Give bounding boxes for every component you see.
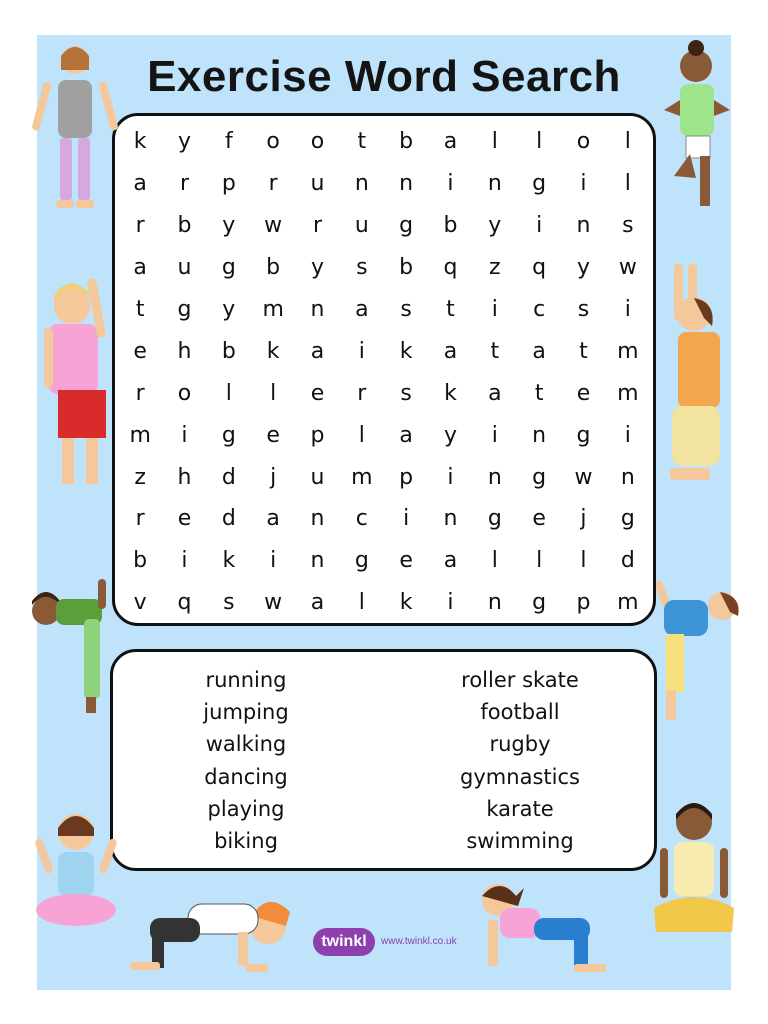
grid-letter: n	[310, 548, 325, 574]
grid-letter: a	[133, 255, 147, 281]
grid-letter: e	[310, 380, 325, 406]
grid-letter: p	[399, 464, 414, 490]
child-backbend-illustration	[656, 576, 740, 726]
grid-letter: y	[310, 255, 324, 281]
grid-letter: w	[264, 213, 283, 239]
grid-letter: a	[310, 590, 325, 616]
grid-letter: n	[443, 506, 458, 532]
grid-letter: i	[491, 297, 498, 322]
grid-letter: a	[443, 548, 458, 574]
grid-letter: s	[400, 380, 412, 406]
grid-letter: q	[177, 590, 192, 616]
grid-letter: t	[446, 297, 455, 322]
word-list-item: karate	[486, 796, 554, 821]
grid-letter: n	[487, 171, 502, 197]
grid-letter: p	[576, 590, 591, 616]
word-list-item: walking	[205, 732, 287, 757]
word-list-item: roller skate	[461, 668, 579, 692]
child-kneeling-illustration	[652, 800, 736, 938]
grid-letter: k	[222, 548, 236, 574]
grid-letter: k	[399, 590, 413, 616]
grid-letter: a	[443, 338, 458, 364]
grid-letter: e	[399, 548, 413, 574]
grid-letter: y	[177, 129, 191, 155]
grid-letter: g	[354, 548, 369, 574]
grid-letter: f	[224, 129, 233, 155]
grid-letter: n	[399, 171, 414, 197]
grid-letter: r	[135, 506, 145, 532]
grid-letter: s	[356, 255, 368, 281]
grid-letter: p	[221, 171, 236, 197]
child-mountain-pose-illustration	[664, 262, 728, 492]
grid-letter: i	[447, 464, 454, 490]
grid-letter: i	[270, 548, 277, 574]
word-list-item: playing	[207, 796, 285, 821]
grid-letter: n	[310, 506, 325, 532]
grid-letter: t	[579, 338, 588, 364]
grid-letter: u	[177, 255, 192, 281]
grid-letter: a	[266, 506, 280, 532]
word-list-item: swimming	[466, 828, 574, 853]
grid-letter: b	[443, 213, 458, 239]
grid-letter: w	[574, 464, 593, 490]
grid-letter: w	[618, 255, 637, 281]
grid-letter: k	[399, 338, 413, 364]
grid-letter: t	[490, 338, 500, 364]
grid-letter: m	[617, 380, 639, 406]
grid-letter: s	[577, 297, 590, 322]
grid-letter: d	[620, 548, 635, 574]
grid-letter: y	[488, 213, 502, 239]
grid-letter: g	[487, 506, 502, 532]
grid-letter: a	[532, 338, 546, 364]
grid-letter: u	[310, 464, 325, 490]
grid-letter: i	[491, 422, 498, 448]
grid-letter: b	[399, 255, 414, 281]
grid-letter: i	[181, 422, 188, 448]
grid-letter: i	[447, 590, 454, 616]
grid-letter: i	[181, 548, 188, 574]
grid-letter: g	[221, 422, 236, 448]
grid-letter: n	[354, 171, 369, 197]
grid-letter: g	[576, 422, 591, 448]
grid-letter: c	[355, 506, 368, 532]
child-tree-pose-illustration	[660, 36, 736, 216]
grid-letter: o	[310, 129, 325, 155]
grid-letter: i	[624, 422, 631, 448]
grid-letter: r	[357, 380, 367, 406]
grid-letter: q	[443, 255, 458, 281]
grid-letter: y	[576, 255, 590, 281]
child-bending-illustration	[28, 575, 118, 715]
grid-letter: a	[355, 297, 369, 322]
grid-letter: q	[532, 255, 547, 281]
grid-letter: n	[310, 297, 325, 322]
grid-letter: a	[488, 380, 502, 406]
child-standing-illustration	[30, 40, 120, 212]
grid-letter: a	[133, 171, 147, 197]
word-list-item: dancing	[204, 764, 288, 789]
page-title: Exercise Word Search	[147, 52, 621, 101]
word-list-item: football	[480, 700, 560, 725]
word-list-right	[410, 664, 630, 857]
grid-letter: h	[177, 464, 192, 490]
grid-letter: d	[221, 506, 236, 532]
child-cat-pose-illustration-2	[470, 878, 610, 976]
child-stretching-illustration	[40, 268, 120, 492]
word-list-item: running	[205, 668, 287, 692]
grid-letter: l	[491, 548, 498, 574]
child-sitting-illustration	[32, 808, 122, 936]
grid-letter: b	[133, 548, 148, 574]
grid-letter: k	[133, 129, 147, 155]
grid-letter: i	[536, 213, 543, 239]
grid-letter: k	[266, 338, 280, 364]
grid-letter: o	[177, 380, 192, 406]
grid-letter: c	[533, 297, 546, 322]
word-list-item: gymnastics	[460, 764, 580, 789]
grid-letter: g	[177, 297, 192, 322]
grid-letter: e	[576, 380, 591, 406]
grid-letter: j	[580, 506, 587, 532]
word-list-item: rugby	[489, 732, 551, 757]
grid-letter: n	[532, 422, 547, 448]
grid-letter: g	[620, 506, 635, 532]
grid-letter: i	[403, 506, 410, 532]
grid-letter: r	[312, 213, 323, 239]
grid-letter: y	[443, 422, 457, 448]
word-grid	[118, 121, 650, 624]
grid-letter: o	[576, 129, 591, 155]
grid-letter: g	[532, 590, 547, 616]
grid-letter: i	[580, 171, 587, 197]
website-url: www.twinkl.co.uk	[381, 936, 457, 947]
grid-letter: z	[134, 464, 146, 490]
grid-letter: e	[266, 422, 280, 448]
grid-letter: l	[624, 171, 631, 197]
grid-letter: e	[177, 506, 192, 532]
grid-letter: n	[576, 213, 591, 239]
grid-letter: i	[624, 297, 631, 322]
grid-letter: d	[221, 464, 236, 490]
grid-letter: t	[135, 297, 145, 322]
grid-letter: l	[536, 129, 543, 155]
grid-letter: v	[133, 590, 147, 616]
grid-letter: m	[617, 338, 639, 364]
word-list-item: biking	[214, 828, 278, 853]
grid-letter: p	[310, 422, 325, 448]
grid-letter: a	[443, 129, 458, 155]
grid-letter: s	[400, 297, 412, 322]
grid-letter: b	[399, 129, 414, 155]
grid-letter: n	[620, 464, 635, 490]
grid-letter: g	[532, 464, 547, 490]
child-cat-pose-illustration	[126, 882, 298, 974]
grid-letter: o	[266, 129, 280, 155]
grid-letter: e	[532, 506, 546, 532]
grid-letter: l	[491, 129, 498, 155]
grid-letter: i	[447, 171, 454, 197]
twinkl-logo: twinkl	[313, 928, 375, 956]
grid-letter: l	[536, 548, 543, 574]
grid-letter: n	[487, 464, 502, 490]
grid-letter: z	[489, 255, 501, 281]
grid-letter: g	[399, 213, 414, 239]
grid-letter: i	[358, 338, 365, 364]
grid-letter: b	[221, 338, 236, 364]
grid-letter: y	[222, 297, 236, 322]
word-list-left	[136, 664, 356, 857]
grid-letter: m	[129, 422, 151, 448]
grid-letter: b	[266, 255, 281, 281]
grid-letter: u	[310, 171, 325, 197]
grid-letter: m	[262, 297, 284, 322]
grid-letter: y	[222, 213, 236, 239]
grid-letter: g	[532, 171, 547, 197]
grid-letter: k	[444, 380, 457, 406]
grid-letter: l	[270, 380, 277, 406]
grid-letter: u	[354, 213, 369, 239]
grid-letter: m	[617, 590, 639, 616]
grid-letter: r	[135, 380, 145, 406]
grid-letter: b	[177, 213, 192, 239]
grid-letter: s	[223, 590, 235, 616]
grid-letter: g	[221, 255, 236, 281]
grid-letter: e	[133, 338, 147, 364]
grid-letter: l	[225, 380, 232, 406]
grid-letter: l	[624, 129, 631, 155]
grid-letter: l	[358, 422, 365, 448]
grid-letter: a	[399, 422, 413, 448]
grid-letter: t	[357, 129, 367, 155]
grid-letter: w	[264, 590, 283, 616]
grid-letter: s	[622, 213, 634, 239]
grid-letter: l	[358, 590, 365, 616]
word-list-item: jumping	[203, 700, 289, 725]
grid-letter: t	[534, 380, 544, 406]
grid-letter: r	[179, 171, 190, 197]
grid-letter: r	[135, 213, 145, 239]
grid-letter: r	[268, 171, 278, 197]
grid-letter: h	[177, 338, 192, 364]
grid-letter: l	[580, 548, 587, 574]
grid-letter: a	[310, 338, 325, 364]
grid-letter: m	[351, 464, 373, 490]
grid-letter: j	[270, 464, 277, 490]
grid-letter: n	[487, 590, 502, 616]
